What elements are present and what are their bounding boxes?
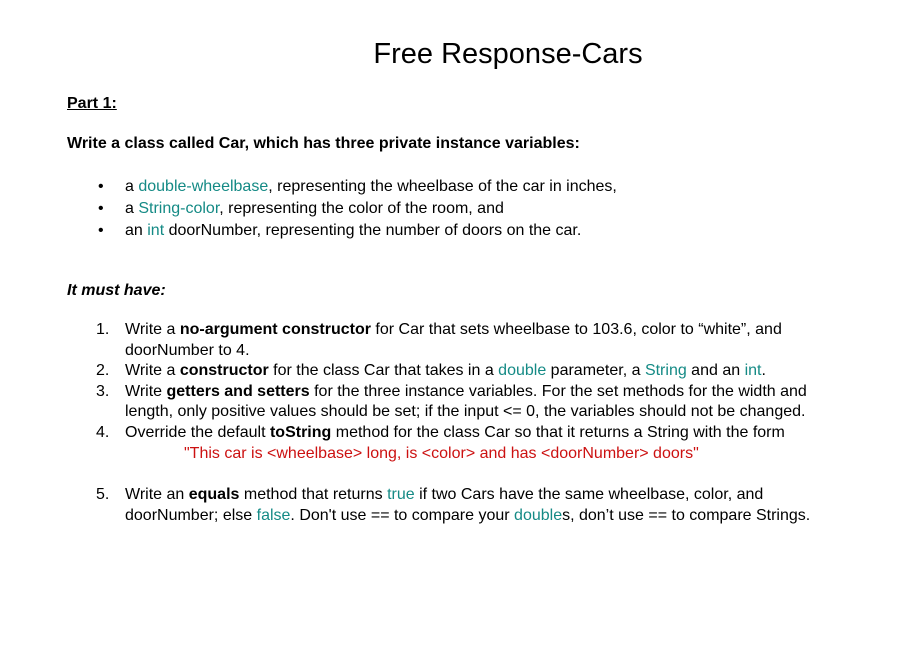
step-text: for Car that sets wheelbase to 103.6, color to “white”, and doorNumber to 4. (125, 321, 782, 359)
variable-article: an (125, 222, 148, 239)
instance-variable-list (67, 176, 617, 242)
step-1 (67, 320, 847, 361)
spacer (67, 464, 847, 485)
variable-description: , representing the color of the room, and (219, 200, 504, 217)
list-item (67, 220, 617, 242)
step-number: 5. (96, 486, 110, 504)
step-code: double (498, 362, 547, 380)
variable-description: , representing the wheelbase of the car in inches, (268, 178, 617, 195)
step-code: true (387, 486, 415, 504)
step-text: . Don't use == to compare your (290, 506, 515, 524)
variable-description: doorNumber, representing the number of doors on the car. (164, 222, 582, 239)
step-text: Override the default (125, 423, 270, 441)
step-number: 4. (96, 423, 110, 441)
step-text: for the class Car that takes in a (268, 362, 499, 380)
step-keyword: getters and setters (166, 382, 310, 400)
step-text: Write an (125, 486, 189, 504)
step-5 (67, 485, 847, 526)
requirements-list (67, 320, 847, 526)
step-text: if two Cars have the same wheelbase, color, and doorNumber; else (125, 486, 764, 524)
step-text: Write (125, 382, 167, 400)
step-number: 3. (96, 382, 110, 400)
step-code: false (256, 506, 291, 524)
step-keyword: toString (269, 423, 332, 441)
step-4 (67, 423, 847, 464)
step-text: and an (686, 362, 745, 380)
document-title: Free Response-Cars (373, 38, 643, 70)
variable-article: a (125, 200, 139, 217)
variable-code: double-wheelbase (138, 178, 269, 195)
step-keyword: no-argument constructor (179, 321, 371, 338)
step-text: parameter, a (546, 362, 645, 380)
bullet-icon: • (98, 222, 104, 239)
step-2 (67, 361, 847, 382)
bullet-icon: • (98, 178, 104, 195)
intro-instruction: Write a class called Car, which has three private instance variables: (67, 135, 580, 152)
requirements-heading: It must have: (67, 282, 166, 299)
step-text: Write a (125, 362, 180, 380)
variable-article: a (125, 178, 139, 195)
bullet-icon: • (98, 200, 104, 217)
step-keyword: equals (188, 486, 240, 504)
step-text: Write a (125, 321, 180, 338)
list-item (67, 198, 617, 220)
variable-code: String-color (138, 200, 220, 217)
step-keyword: constructor (179, 362, 269, 380)
step-text: method for the class Car so that it returns a String with the form (331, 423, 785, 441)
step-text: for the three instance variables. For the set methods for the width and length, only positive values should be set; if the input <= 0, the variables should not be changed. (125, 382, 807, 421)
step-code: double (514, 506, 563, 524)
step-code: int (744, 362, 762, 380)
list-item (67, 176, 617, 198)
step-code: String (644, 362, 687, 380)
step-number: 1. (96, 321, 110, 338)
step-number: 2. (96, 362, 110, 380)
part-heading: Part 1: (67, 95, 117, 112)
variable-code: int (147, 222, 165, 239)
step-text: . (761, 362, 766, 380)
step-text: s, don’t use == to compare Strings. (562, 506, 811, 524)
step-text: method that returns (239, 486, 388, 504)
step-3 (67, 382, 847, 423)
tostring-format: "This car is <wheelbase> long, is <color> and has <doorNumber> doors" (184, 444, 699, 462)
